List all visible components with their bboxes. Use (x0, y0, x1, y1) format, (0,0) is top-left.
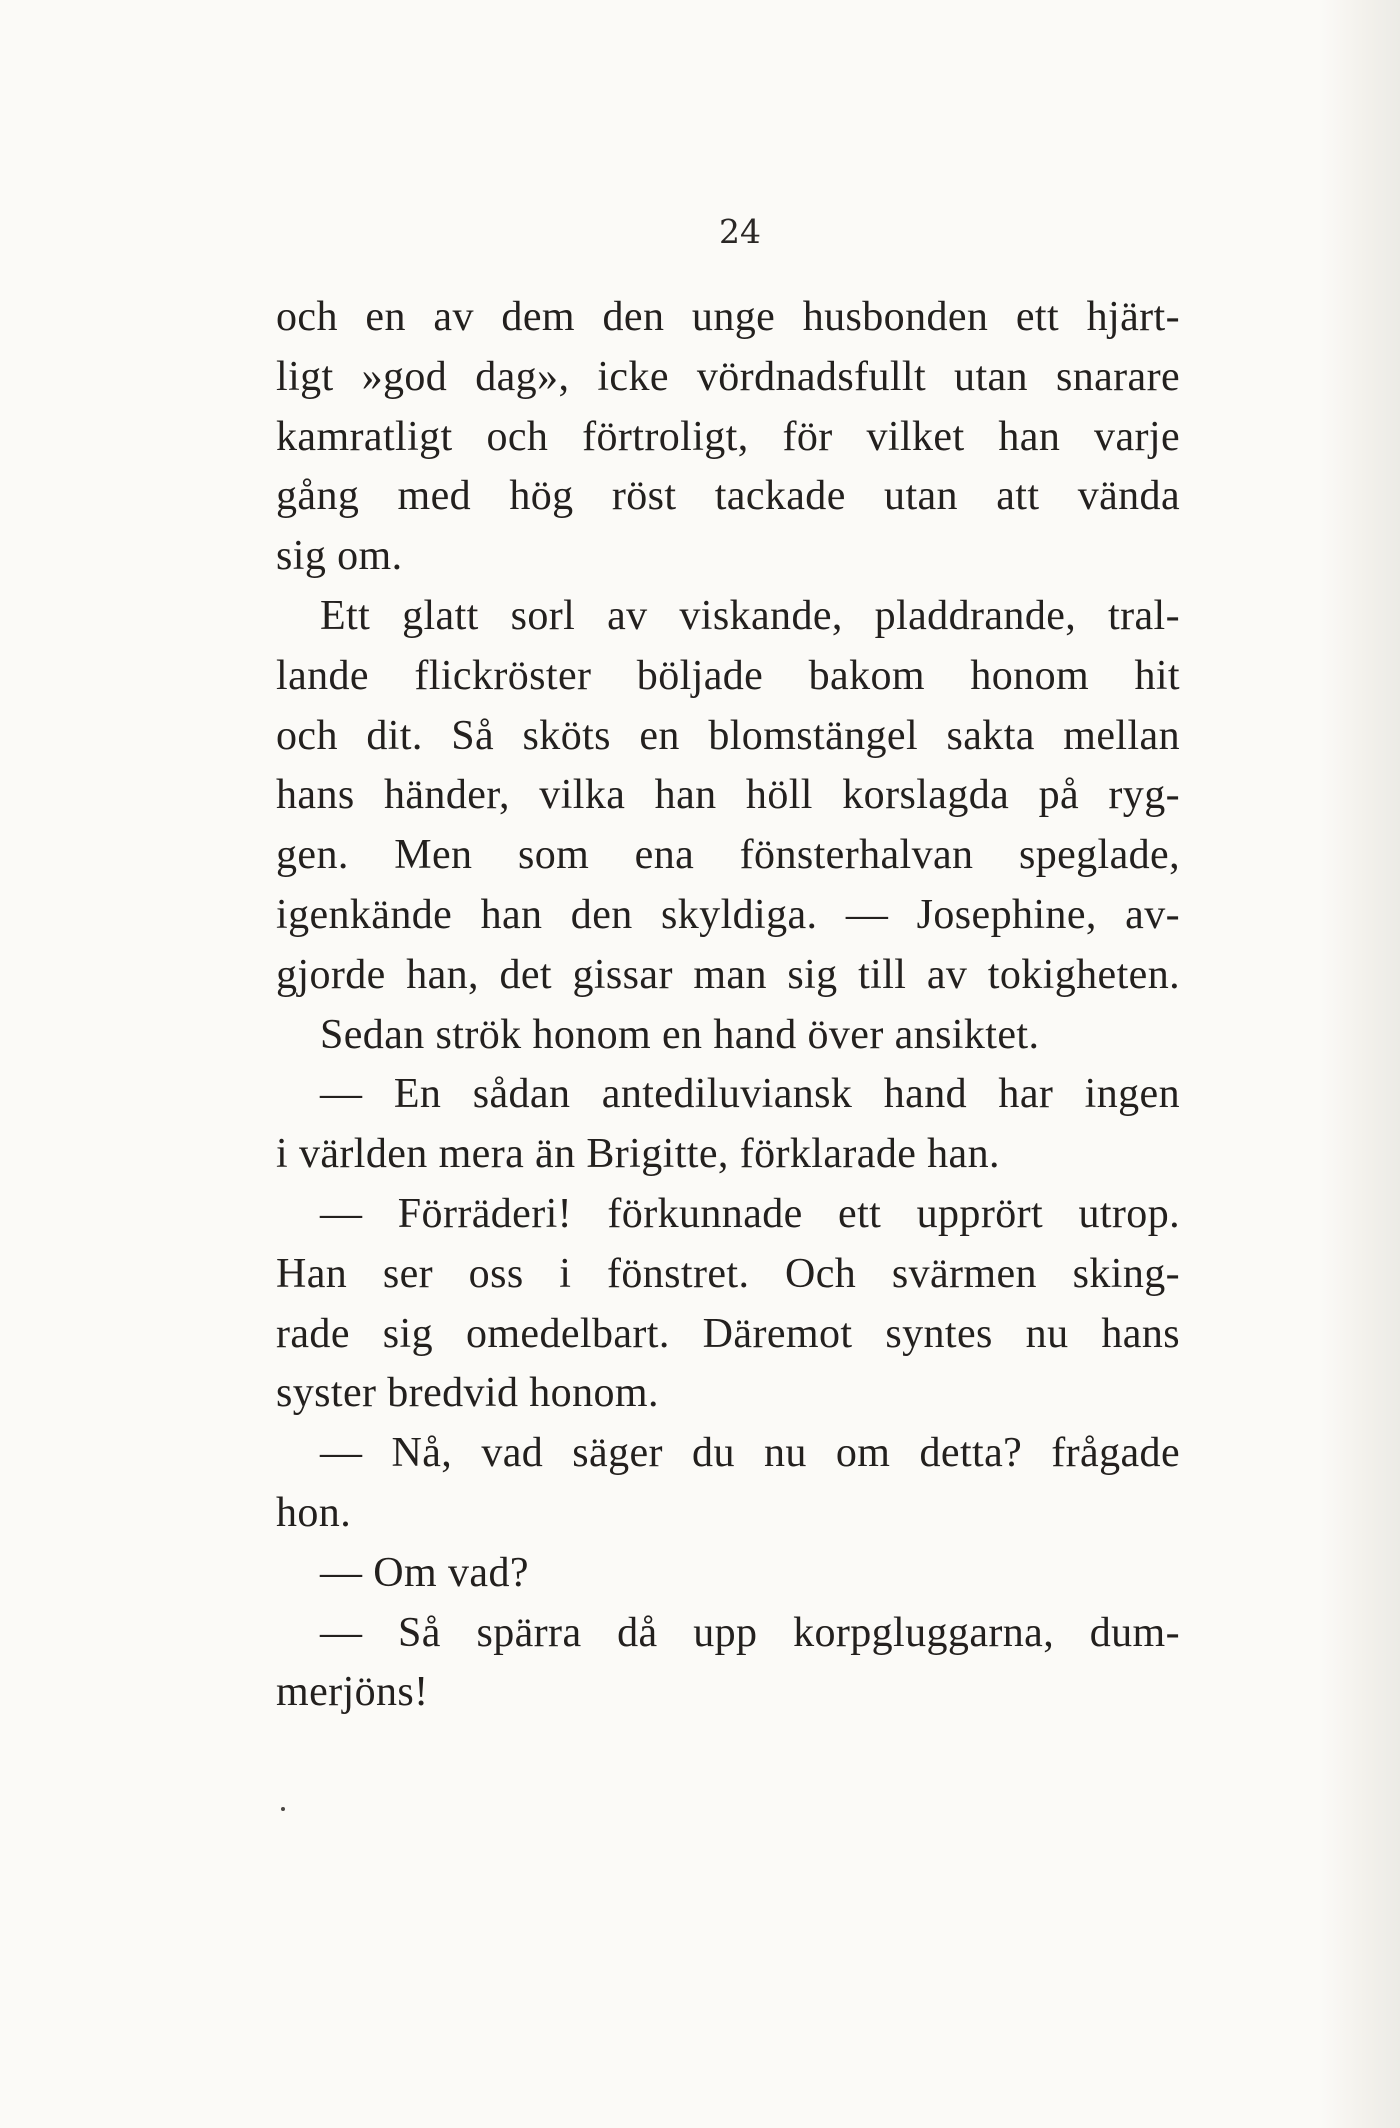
text-line: hans händer, vilka han höll korslagda på ryg- (276, 772, 1180, 819)
text-line: och en av dem den unge husbonden ett hjärt- (276, 294, 1180, 340)
text-line: Sedan strök honom en hand över ansiktet. (320, 1011, 1040, 1058)
text-line: — En sådan antediluviansk hand har ingen (320, 1071, 1180, 1118)
text-line: — Om vad? (320, 1549, 529, 1596)
text-line: och dit. Så sköts en blomstängel sakta mellan (276, 712, 1180, 759)
text-line: gång med hög röst tackade utan att vända (276, 473, 1180, 520)
text-line: rade sig omedelbart. Däremot syntes nu hans (276, 1310, 1180, 1357)
text-line: gjorde han, det gissar man sig till av tokigheten. (276, 951, 1180, 998)
text-line: kamratligt och förtroligt, för vilket han varje (276, 413, 1180, 460)
text-line: Ett glatt sorl av viskande, pladdrande, tral- (320, 592, 1180, 639)
text-line: igenkände han den skyldiga. — Josephine, av- (276, 891, 1180, 938)
text-line: — Nå, vad säger du nu om detta? frågade (320, 1430, 1180, 1477)
body-text (276, 288, 1180, 1723)
paper-speck (281, 1807, 285, 1811)
text-line: gen. Men som ena fönsterhalvan speglade, (276, 832, 1180, 879)
text-line: i världen mera än Brigitte, förklarade han. (276, 1131, 1000, 1178)
text-line: — Så spärra då upp korpgluggarna, dum- (320, 1609, 1180, 1656)
page-number: 24 (719, 212, 761, 251)
text-line: syster bredvid honom. (276, 1370, 659, 1417)
text-line: lande flickröster böljade bakom honom hit (276, 652, 1180, 699)
text-line: hon. (276, 1489, 352, 1536)
text-line: merjöns! (276, 1669, 429, 1716)
text-line: sig om. (276, 533, 403, 580)
text-line: ligt »god dag», icke vördnadsfullt utan snarare (276, 353, 1180, 400)
text-line: Han ser oss i fönstret. Och svärmen sking- (276, 1250, 1180, 1297)
page-edge-shadow (1320, 0, 1400, 2128)
text-line: — Förräderi! förkunnade ett upprört utrop. (320, 1190, 1180, 1237)
